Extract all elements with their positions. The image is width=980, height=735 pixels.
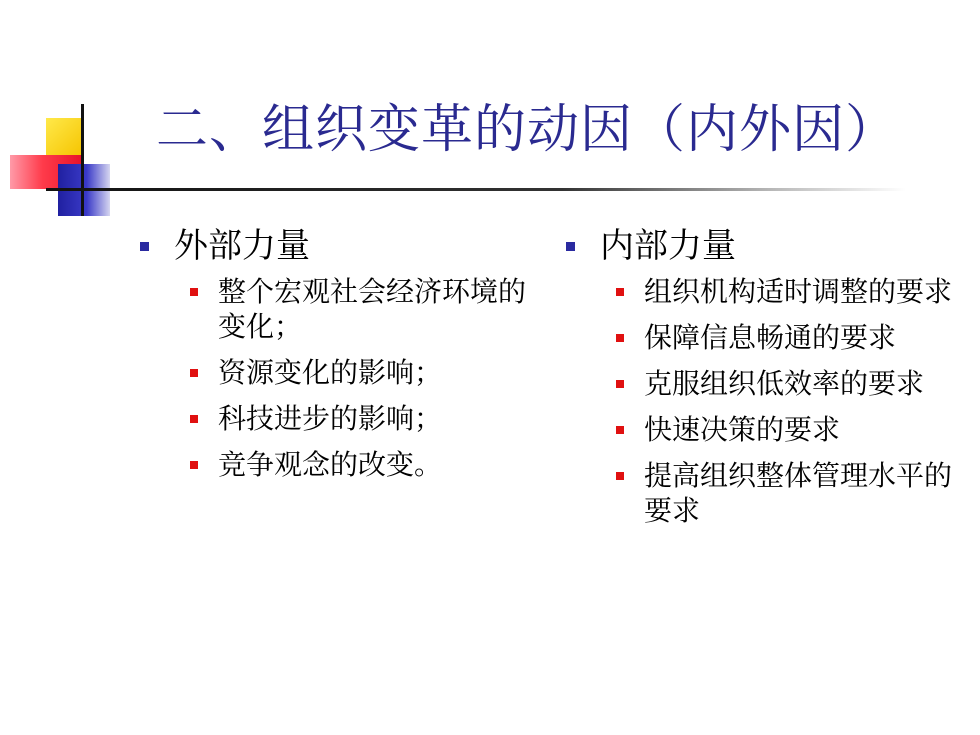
square-bullet-icon (616, 288, 624, 296)
square-bullet-icon (616, 426, 624, 434)
list-item-text: 科技进步的影响； (218, 402, 443, 435)
list-item (566, 320, 966, 355)
square-bullet-icon (190, 415, 198, 423)
square-bullet-icon (616, 334, 624, 342)
left-heading (140, 224, 540, 268)
square-bullet-icon (616, 472, 624, 480)
list-item-text: 克服组织低效率的要求 (644, 367, 925, 400)
list-item-text: 组织机构适时调整的要求 (644, 275, 953, 308)
square-bullet-icon (190, 461, 198, 469)
left-list (140, 274, 540, 482)
square-bullet-icon (616, 380, 624, 388)
list-item (140, 274, 540, 344)
slide-title: 二、组织变革的动因（内外因） (156, 100, 899, 160)
square-bullet-icon (140, 242, 149, 251)
list-item-text: 资源变化的影响； (218, 356, 443, 389)
list-item-text: 整个宏观社会经济环境的变化； (218, 275, 527, 343)
square-bullet-icon (190, 288, 198, 296)
list-item-text: 提高组织整体管理水平的要求 (644, 459, 953, 527)
yellow-square-decoration (46, 118, 82, 156)
right-heading-text: 内部力量 (600, 226, 736, 266)
list-item (140, 401, 540, 436)
list-item (566, 412, 966, 447)
right-column (566, 224, 966, 539)
square-bullet-icon (190, 369, 198, 377)
list-item (566, 366, 966, 401)
list-item-text: 快速决策的要求 (644, 413, 841, 446)
right-heading (566, 224, 966, 268)
vertical-line-decoration (81, 104, 84, 216)
left-column (140, 224, 540, 493)
list-item-text: 保障信息畅通的要求 (644, 321, 897, 354)
left-heading-text: 外部力量 (174, 226, 310, 266)
list-item (566, 458, 966, 528)
decorative-logo-block (0, 0, 140, 220)
list-item (566, 274, 966, 309)
right-list (566, 274, 966, 528)
title-underline (46, 188, 906, 191)
list-item-text: 竞争观念的改变。 (218, 448, 443, 481)
list-item (140, 447, 540, 482)
list-item (140, 355, 540, 390)
square-bullet-icon (566, 242, 575, 251)
